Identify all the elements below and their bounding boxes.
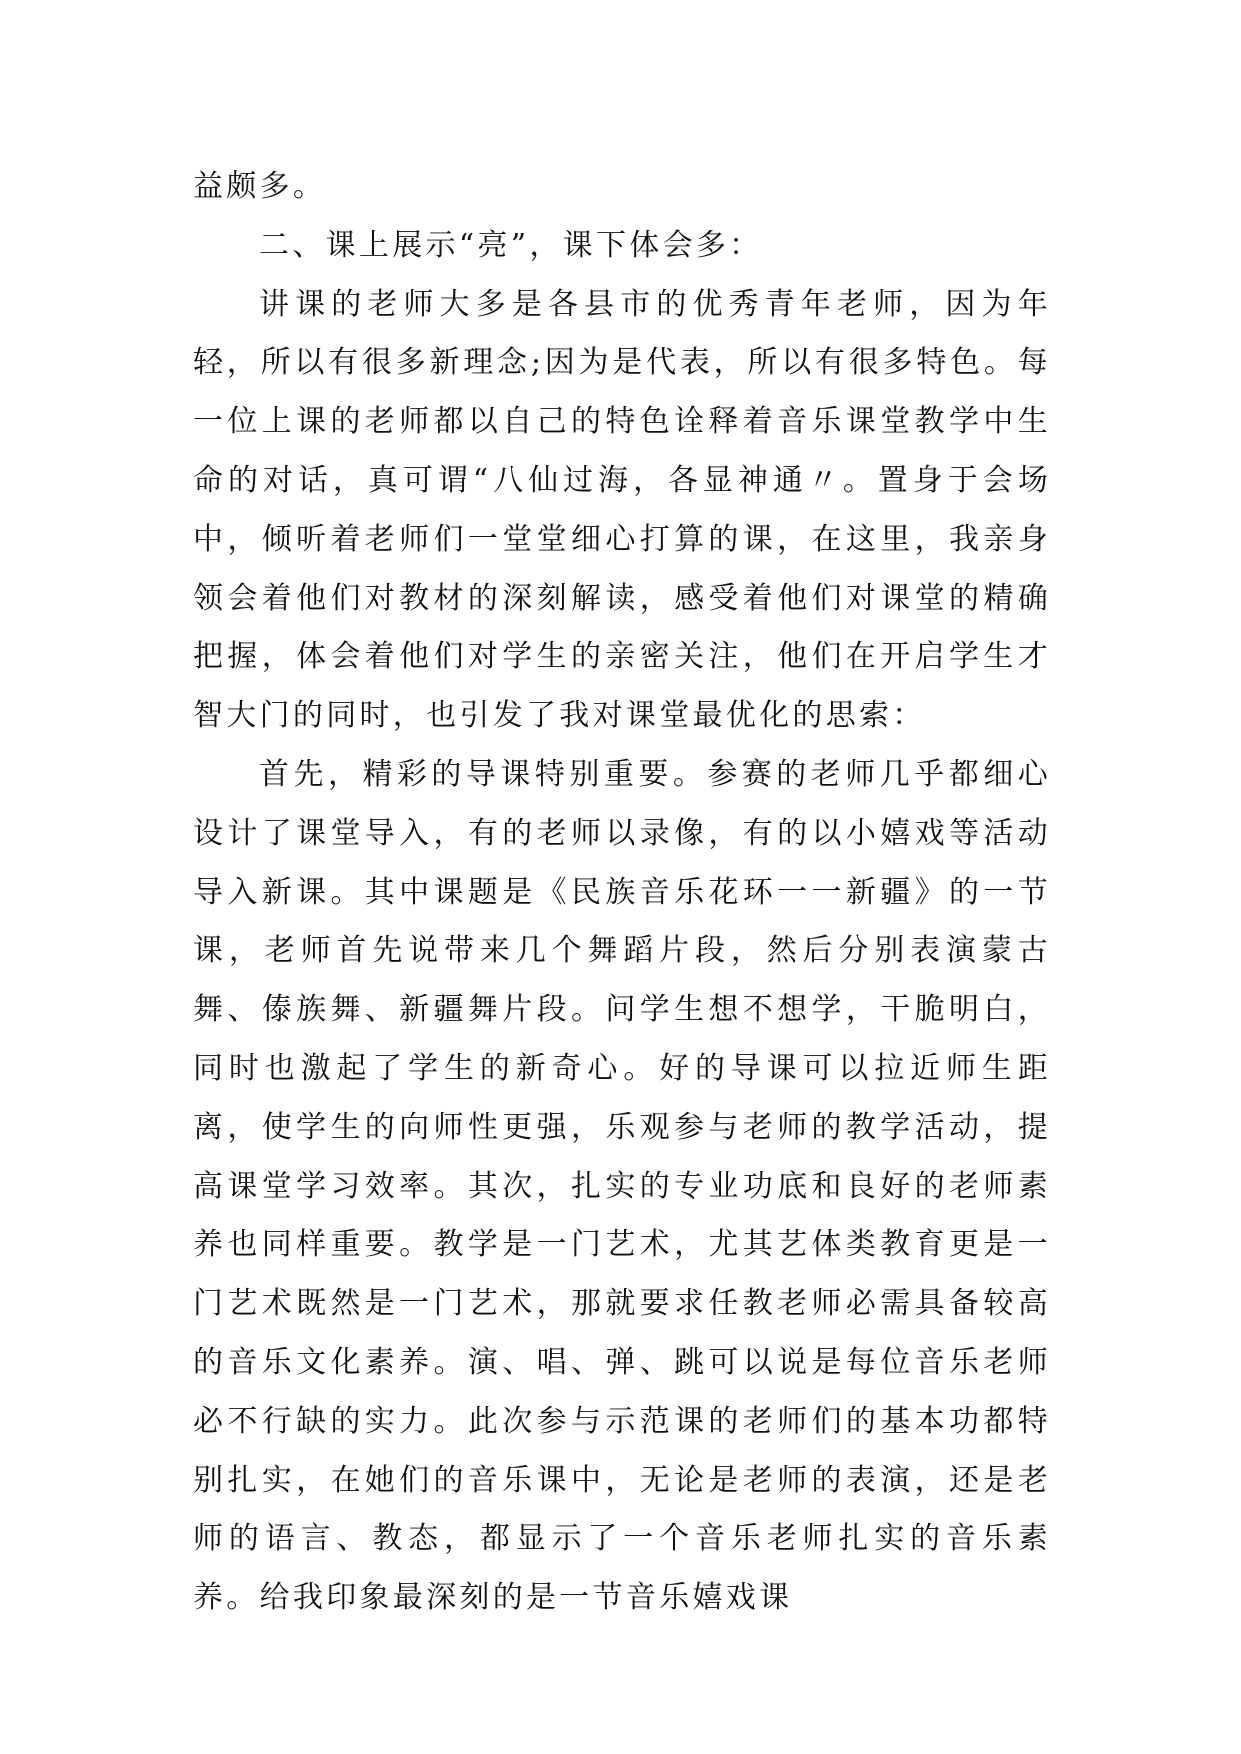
- document-body: [193, 158, 1051, 1628]
- paragraph-teachers: 讲课的老师大多是各县市的优秀青年老师，因为年轻，所以有很多新理念;因为是代表，所以有很多特色。每一位上课的老师都以自己的特色诠释着音乐课堂教学中生命的对话，真可谓“八仙过海，各显神通〃。置身于会场中，倾听着老师们一堂堂细心打算的课，在这里，我亲身领会着他们对教材的深刻解读，感受着他们对课堂的精确把握，体会着他们对学生的亲密关注，他们在开启学生才智大门的同时，也引发了我对课堂最优化的思索：: [193, 286, 1051, 734]
- paragraph-continuation: 益颇多。: [193, 169, 327, 204]
- section-heading: 二、课上展示“亮”，课下体会多：: [259, 227, 763, 263]
- paragraph-lead-in: 首先，精彩的导课特别重要。参赛的老师几乎都细心设计了课堂导入，有的老师以录像，有的以小嬉戏等活动导入新课。其中课题是《民族音乐花环一一新疆》的一节课，老师首先说带来几个舞蹈片段，然后分别表演蒙古舞、傣族舞、新疆舞片段。问学生想不想学，干脆明白，同时也激起了学生的新奇心。好的导课可以拉近师生距离，使学生的向师性更强，乐观参与老师的教学活动，提高课堂学习效率。其次，扎实的专业功底和良好的老师素养也同样重要。教学是一门艺术，尤其艺体类教育更是一门艺术既然是一门艺术，那就要求任教老师必需具备较高的音乐文化素养。演、唱、弹、跳可以说是每位音乐老师必不行缺的实力。此次参与示范课的老师们的基本功都特别扎实，在她们的音乐课中，无论是老师的表演，还是老师的语言、教态，都显示了一个音乐老师扎实的音乐素养。给我印象最深刻的是一节音乐嬉戏课: [193, 756, 1051, 1616]
